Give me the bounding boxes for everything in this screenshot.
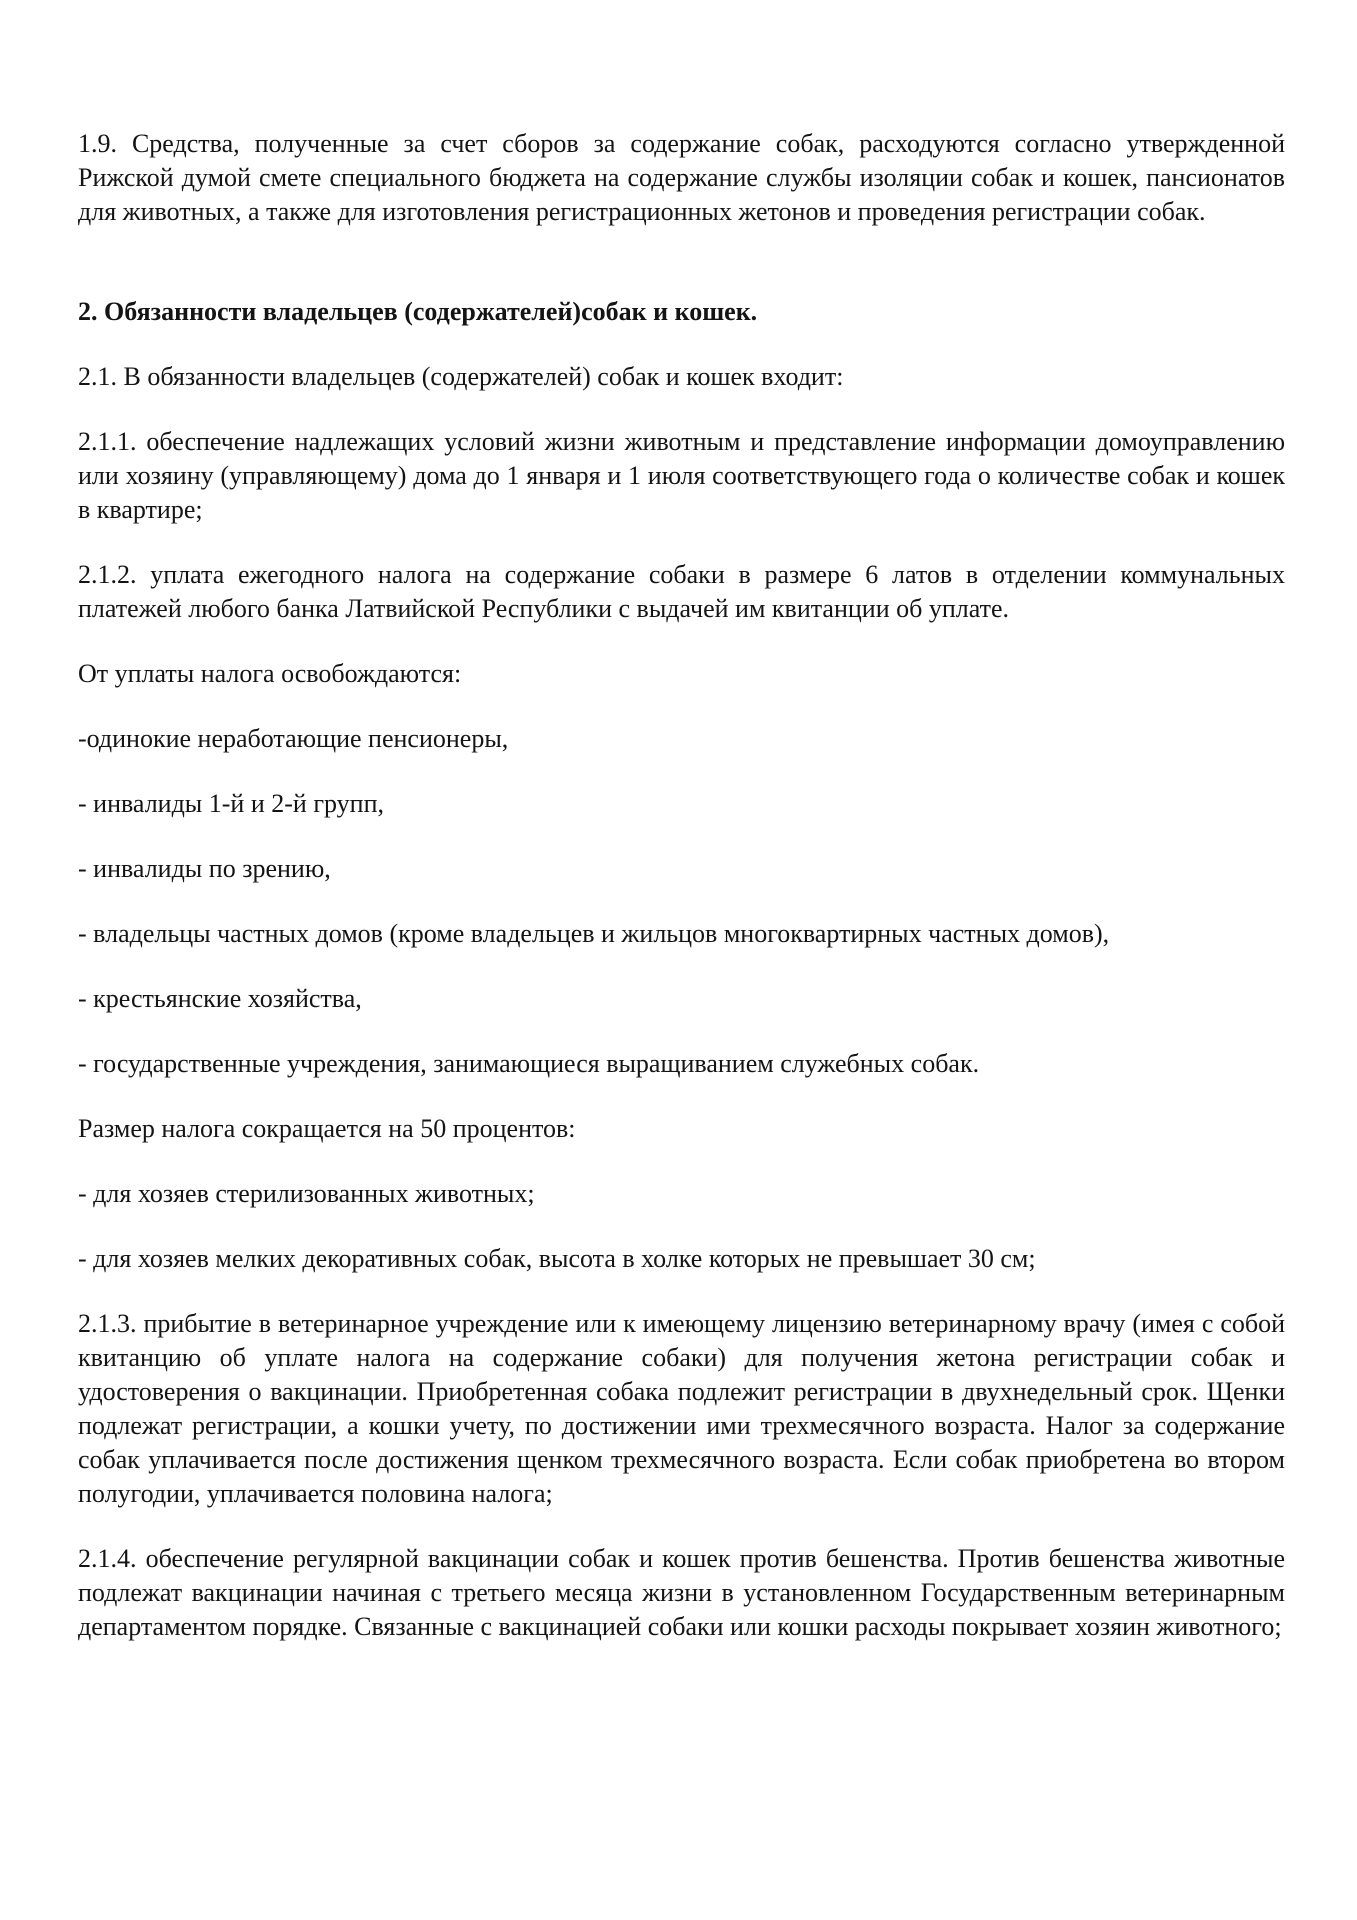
list-item-private-house-owners: - владельцы частных домов (кроме владельцев и жильцов многоквартирных частных домов), <box>78 919 1110 948</box>
paragraph-tax-reduction-intro: Размер налога сокращается на 50 процентов: <box>78 1114 576 1143</box>
paragraph-2-1: 2.1. В обязанности владельцев (содержателей) собак и кошек входит: <box>78 362 844 391</box>
paragraph-2-1-1: 2.1.1. обеспечение надлежащих условий жизни животным и представление информации домоуправлению или хозяину (управляющему) дома до 1 января и 1 июля соответствующего года о количестве собак и кошек в квартире; <box>78 427 1285 524</box>
paragraph-tax-exemption-intro: От уплаты налога освобождаются: <box>78 659 462 688</box>
list-item-pensioners: -одинокие неработающие пенсионеры, <box>78 724 509 753</box>
list-item-sterilized-animals: - для хозяев стерилизованных животных; <box>78 1179 535 1208</box>
list-item-farms: - крестьянские хозяйства, <box>78 984 362 1013</box>
paragraph-2-1-2: 2.1.2. уплата ежегодного налога на содержание собаки в размере 6 латов в отделении коммунальных платежей любого банка Латвийской Республики с выдачей им квитанции об уплате. <box>78 560 1285 623</box>
list-item-small-decorative-dogs: - для хозяев мелких декоративных собак, высота в холке которых не превышает 30 см; <box>78 1244 1036 1273</box>
paragraph-2-1-3: 2.1.3. прибытие в ветеринарное учреждение или к имеющему лицензию ветеринарному врачу (имея с собой квитанцию об уплате налога на содержание собаки) для получения жетона регистрации собак и удостоверения о вакцинации. Приобретенная собака подлежит регистрации в двухнедельный срок. Щенки подлежат регистрации, а кошки учету, по достижении ими трехмесячного возраста. Налог за содержание собак уплачивается после достижения щенком трехмесячного возраста. Если собак приобретена во втором полугодии, уплачивается половина налога; <box>78 1309 1285 1508</box>
paragraph-1-9: 1.9. Средства, полученные за счет сборов за содержание собак, расходуются согласно утвержденной Рижской думой смете специального бюджета на содержание службы изоляции собак и кошек, пансионатов для животных, а также для изготовления регистрационных жетонов и проведения регистрации собак. <box>78 129 1285 226</box>
list-item-invalids-vision: - инвалиды по зрению, <box>78 854 331 883</box>
section-heading-2: 2. Обязанности владельцев (содержателей)собак и кошек. <box>78 297 758 326</box>
paragraph-2-1-4: 2.1.4. обеспечение регулярной вакцинации собак и кошек против бешенства. Против бешенства животные подлежат вакцинации начиная с третьего месяца жизни в установленном Государственным ветеринарным департаментом порядке. Связанные с вакцинацией собаки или кошки расходы покрывает хозяин животного; <box>78 1544 1285 1641</box>
list-item-state-institutions: - государственные учреждения, занимающиеся выращиванием служебных собак. <box>78 1049 980 1078</box>
list-item-invalids-groups: - инвалиды 1-й и 2-й групп, <box>78 789 384 818</box>
